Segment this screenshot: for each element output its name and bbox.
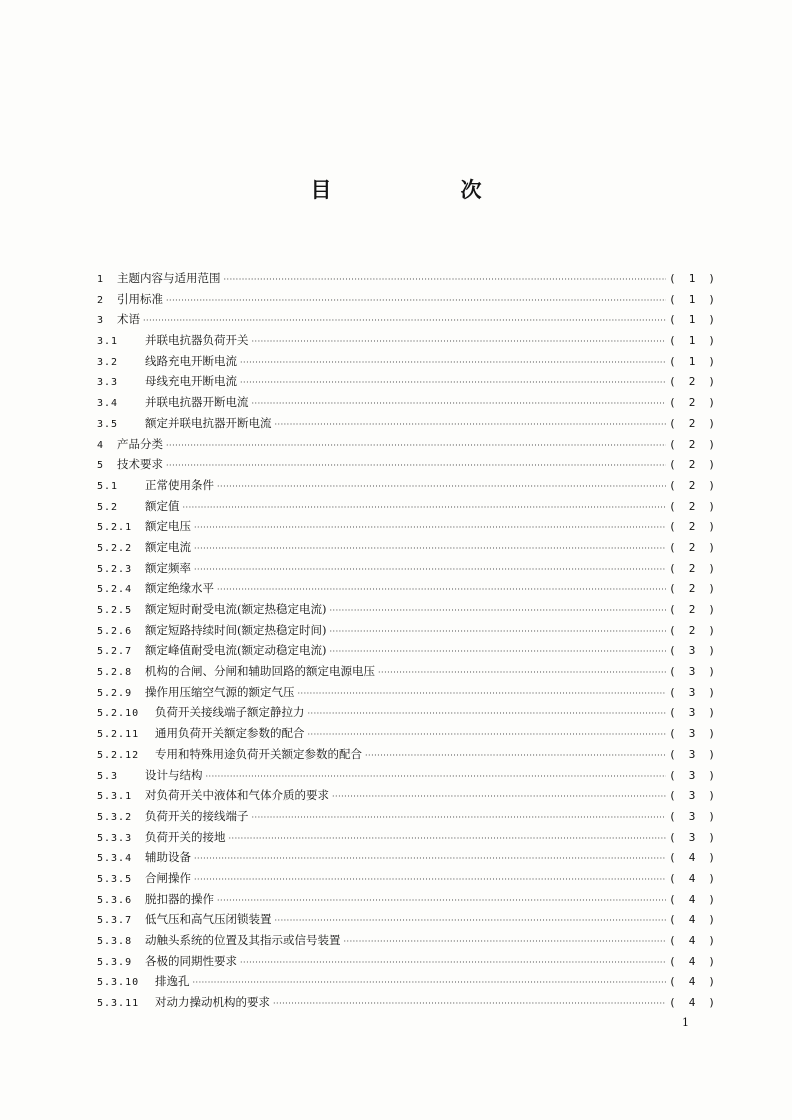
toc-entry-page: ( 2 ) [669, 517, 715, 538]
toc-entry-title: 对负荷开关中液体和气体介质的要求 [145, 788, 329, 803]
toc-entry-number: 5.2.8 [97, 667, 133, 679]
toc-entry-page: ( 2 ) [669, 621, 715, 642]
toc-entry-title: 额定并联电抗器开断电流 [145, 415, 272, 430]
toc-entry-page: ( 2 ) [669, 476, 715, 497]
toc-entry-title: 负荷开关的接地 [145, 829, 226, 844]
toc-entry-title: 额定电压 [145, 519, 191, 534]
toc-entry-title: 排逸孔 [155, 974, 190, 989]
toc-entry [97, 454, 715, 475]
toc-entry-page-value: 4 [688, 975, 696, 989]
toc-entry-title: 额定短时耐受电流(额定热稳定电流) [145, 602, 327, 616]
toc-entry-number: 5.2.9 [97, 687, 133, 699]
toc-entry-number: 5.2.4 [97, 584, 133, 596]
toc-entry-page-value: 3 [688, 685, 696, 699]
toc-entry-page-value: 2 [688, 561, 696, 575]
toc-entry-page: ( 2 ) [669, 600, 715, 621]
toc-entry-page: ( 3 ) [669, 766, 715, 787]
toc-entry [97, 992, 715, 1013]
toc-entry-page: ( 4 ) [669, 869, 715, 890]
toc-entry-number: 5.2.1 [97, 522, 133, 534]
toc-entry-title: 负荷开关的接线端子 [145, 808, 249, 823]
toc-entry-title: 负荷开关接线端子额定静拉力 [155, 705, 305, 720]
toc-entry-title: 线路充电开断电流 [145, 353, 237, 368]
toc-entry-page: ( 3 ) [669, 786, 715, 807]
toc-entry-number: 3.4 [97, 398, 119, 410]
toc-entry [97, 744, 715, 765]
toc-entry [97, 827, 715, 848]
dot-leader [365, 746, 666, 767]
toc-entry [97, 765, 715, 786]
toc-entry-page-value: 2 [688, 458, 696, 472]
toc-entry-number: 3.1 [97, 336, 119, 348]
toc-entry-number: 5.2.10 [97, 708, 140, 720]
toc-entry-number: 5 [97, 460, 105, 472]
toc-entry-page-value: 4 [688, 892, 696, 906]
toc-entry-title: 技术要求 [117, 457, 163, 472]
toc-entry-page-value: 4 [688, 913, 696, 927]
toc-entry-number: 5.2 [97, 501, 119, 513]
toc-entry [97, 909, 715, 930]
toc-entry-page: ( 1 ) [669, 269, 715, 290]
toc-entry-page: ( 4 ) [669, 910, 715, 931]
toc-entry [97, 723, 715, 744]
toc-entry-number: 5.1 [97, 480, 119, 492]
dot-leader [378, 663, 666, 684]
toc-entry [97, 351, 715, 372]
toc-entry-title: 额定短路持续时间(额定热稳定时间) [145, 622, 327, 637]
toc-entry-number: 5.3.11 [97, 998, 140, 1010]
toc-entry-page-value: 1 [688, 272, 696, 285]
toc-entry-page-value: 2 [688, 603, 696, 616]
page-title: 目 次 [310, 178, 536, 202]
toc-entry [97, 537, 715, 558]
toc-entry-title: 并联电抗器负荷开关 [145, 333, 249, 348]
dot-leader [206, 767, 667, 788]
toc-entry-title: 额定值 [145, 498, 180, 513]
dot-leader [273, 994, 666, 1015]
toc-entry [97, 785, 715, 806]
dot-leader [308, 725, 667, 746]
dot-leader [344, 932, 667, 953]
toc-entry [97, 930, 715, 951]
toc-entry-page: ( 2 ) [669, 538, 715, 559]
toc-entry [97, 806, 715, 827]
dot-leader [252, 394, 667, 415]
toc-entry-page-value: 2 [688, 437, 696, 451]
toc-entry [97, 558, 715, 579]
dot-leader [193, 973, 667, 994]
dot-leader [194, 870, 666, 891]
toc-entry-page-value: 4 [688, 996, 696, 1010]
toc-entry-number: 5.2.7 [97, 646, 133, 658]
toc-entry-page: ( 4 ) [669, 952, 715, 973]
toc-entry-number: 5.3.1 [97, 791, 133, 803]
dot-leader [329, 601, 666, 622]
dot-leader [217, 477, 666, 498]
toc-entry-title: 设计与结构 [145, 767, 203, 782]
dot-leader [194, 849, 666, 870]
toc-entry-number: 5.2.11 [97, 729, 140, 741]
toc-entry-page-value: 2 [688, 478, 696, 492]
toc-entry-page-value: 4 [688, 871, 696, 885]
toc-entry-page-value: 1 [688, 334, 696, 348]
toc-entry-number: 5.3.4 [97, 853, 133, 865]
toc-entry-title: 低气压和高气压闭锁装置 [145, 912, 272, 927]
toc-entry-page-value: 3 [688, 809, 696, 823]
toc-entry-page-value: 4 [688, 934, 696, 947]
toc-entry-page: ( 3 ) [669, 828, 715, 849]
toc-entry-page-value: 3 [688, 747, 696, 761]
toc-entry-page: ( 3 ) [669, 641, 715, 662]
toc-entry [97, 971, 715, 992]
toc-entry-title: 额定频率 [145, 560, 191, 575]
toc-entry-title: 额定电流 [145, 539, 191, 554]
toc-entry [97, 516, 715, 537]
toc-entry [97, 475, 715, 496]
toc-entry-number: 5.2.12 [97, 749, 140, 761]
toc-entry-page: ( 4 ) [669, 931, 715, 952]
toc-entry [97, 434, 715, 455]
toc-entry-number: 5.3.3 [97, 832, 133, 844]
dot-leader [275, 911, 667, 932]
toc-entry-number: 5.2.2 [97, 542, 133, 554]
toc-entry-page-value: 4 [688, 851, 696, 865]
toc-entry-number: 4 [97, 439, 105, 451]
toc-entry-page-value: 1 [688, 292, 696, 306]
toc-entry-page-value: 3 [688, 727, 696, 741]
dot-leader [240, 953, 666, 974]
toc-entry-page: ( 4 ) [669, 993, 715, 1014]
toc-entry-page-value: 3 [688, 706, 696, 720]
toc-entry-page-value: 3 [688, 789, 696, 803]
toc-entry-page: ( 2 ) [669, 435, 715, 456]
dot-leader [166, 291, 666, 312]
toc-entry-number: 1 [97, 274, 105, 285]
toc-entry-title: 术语 [117, 312, 140, 327]
dot-leader [332, 787, 666, 808]
toc-entry-number: 3.5 [97, 418, 119, 430]
toc-entry-page: ( 3 ) [669, 724, 715, 745]
dot-leader [252, 808, 667, 829]
toc-entry-title: 额定峰值耐受电流(额定动稳定电流) [145, 643, 327, 658]
toc-entry-page: ( 3 ) [669, 703, 715, 724]
toc-entry-page: ( 1 ) [669, 331, 715, 352]
toc-entry-number: 3 [97, 315, 105, 327]
dot-leader [217, 891, 666, 912]
toc-entry [97, 889, 715, 910]
toc-entry [97, 868, 715, 889]
toc-entry-page: ( 1 ) [669, 352, 715, 373]
toc-entry-title: 操作用压缩空气源的额定气压 [145, 684, 295, 699]
toc-entry-page-value: 2 [688, 499, 696, 513]
toc-entry-page: ( 2 ) [669, 414, 715, 435]
toc-entry-page: ( 2 ) [669, 455, 715, 476]
toc-entry-title: 通用负荷开关额定参数的配合 [155, 726, 305, 741]
dot-leader [194, 539, 666, 560]
toc-entry [97, 496, 715, 517]
toc-entry-title: 对动力操动机构的要求 [155, 995, 270, 1010]
toc-entry-title: 产品分类 [117, 436, 163, 451]
dot-leader [217, 580, 666, 601]
toc-entry [97, 951, 715, 972]
toc-entry-number: 5.3.9 [97, 956, 133, 968]
toc-entry [97, 620, 715, 641]
toc-entry [97, 682, 715, 703]
toc-entry-title: 专用和特殊用途负荷开关额定参数的配合 [155, 746, 362, 761]
toc-entry-title: 并联电抗器开断电流 [145, 395, 249, 410]
toc-entry-page-value: 2 [688, 396, 696, 410]
dot-leader [143, 311, 666, 332]
toc-entry [97, 268, 715, 289]
toc-entry [97, 640, 715, 661]
dot-leader [329, 622, 666, 643]
dot-leader [329, 642, 666, 663]
toc-entry [97, 309, 715, 330]
toc-entry-number: 5.3 [97, 770, 119, 782]
toc-entry-title: 母线充电开断电流 [145, 374, 237, 389]
toc-entry-number: 5.2.5 [97, 605, 133, 616]
toc-entry-number: 3.2 [97, 356, 119, 368]
toc-entry-page-value: 3 [688, 768, 696, 782]
toc-entry-page: ( 2 ) [669, 559, 715, 580]
toc-entry-number: 5.3.2 [97, 811, 133, 823]
toc-entry-page: ( 2 ) [669, 497, 715, 518]
toc-entry-page: ( 3 ) [669, 683, 715, 704]
toc-entry-number: 5.3.5 [97, 873, 133, 885]
toc-entry-number: 5.2.6 [97, 625, 133, 637]
toc-entry [97, 578, 715, 599]
toc-entry-page-value: 3 [688, 644, 696, 658]
toc-entry-title: 正常使用条件 [145, 477, 214, 492]
dot-leader [229, 829, 667, 850]
toc-entry-page: ( 2 ) [669, 579, 715, 600]
dot-leader [308, 704, 667, 725]
toc-entry-page-value: 3 [688, 665, 696, 679]
toc-entry-number: 2 [97, 294, 105, 306]
toc-entry [97, 289, 715, 310]
toc-entry [97, 413, 715, 434]
toc-entry-number: 5.3.7 [97, 915, 133, 927]
toc-entry-page: ( 1 ) [669, 290, 715, 311]
toc-entry-page: ( 2 ) [669, 372, 715, 393]
dot-leader [194, 518, 666, 539]
toc-entry [97, 702, 715, 723]
toc-entry [97, 661, 715, 682]
table-of-contents [97, 268, 715, 1013]
toc-entry-page-value: 2 [688, 582, 696, 596]
dot-leader [240, 373, 666, 394]
toc-entry-page-value: 1 [688, 313, 696, 327]
dot-leader [298, 684, 667, 705]
toc-entry-page-value: 4 [688, 954, 696, 968]
toc-entry-number: 5.3.8 [97, 936, 133, 947]
toc-entry-page: ( 1 ) [669, 310, 715, 331]
toc-entry-title: 辅助设备 [145, 850, 191, 865]
toc-entry-page-value: 2 [688, 375, 696, 389]
toc-entry-title: 各极的同期性要求 [145, 953, 237, 968]
dot-leader [240, 353, 666, 374]
dot-leader [166, 456, 666, 477]
toc-entry-page: ( 4 ) [669, 890, 715, 911]
toc-entry [97, 392, 715, 413]
toc-entry-title: 合闸操作 [145, 870, 191, 885]
toc-entry-title: 动触头系统的位置及其指示或信号装置 [145, 933, 341, 947]
toc-entry-number: 3.3 [97, 377, 119, 389]
toc-entry-page: ( 4 ) [669, 848, 715, 869]
dot-leader [275, 415, 667, 436]
dot-leader [252, 332, 667, 353]
toc-entry-title: 主题内容与适用范围 [117, 271, 221, 285]
toc-entry-number: 5.2.3 [97, 563, 133, 575]
toc-entry [97, 847, 715, 868]
toc-entry-page-value: 2 [688, 520, 696, 534]
toc-entry [97, 371, 715, 392]
toc-entry-page: ( 3 ) [669, 662, 715, 683]
toc-entry-page: ( 4 ) [669, 972, 715, 993]
dot-leader [194, 560, 666, 581]
toc-entry-page-value: 3 [688, 830, 696, 844]
dot-leader [224, 270, 667, 291]
toc-entry-page-value: 2 [688, 416, 696, 430]
page-number: 1 [682, 1016, 689, 1029]
toc-entry-page-value: 2 [688, 540, 696, 554]
toc-entry-page-value: 2 [688, 623, 696, 637]
toc-entry-title: 脱扣器的操作 [145, 891, 214, 906]
toc-entry-title: 引用标准 [117, 291, 163, 306]
dot-leader [183, 498, 667, 519]
toc-entry-number: 5.3.10 [97, 977, 140, 989]
dot-leader [166, 436, 666, 457]
toc-entry-title: 机构的合闸、分闸和辅助回路的额定电源电压 [145, 664, 375, 679]
toc-entry-title: 额定绝缘水平 [145, 581, 214, 596]
toc-entry-page-value: 1 [688, 354, 696, 368]
toc-entry-page: ( 3 ) [669, 807, 715, 828]
toc-entry-number: 5.3.6 [97, 894, 133, 906]
toc-entry [97, 330, 715, 351]
toc-entry-page: ( 3 ) [669, 745, 715, 766]
toc-entry [97, 599, 715, 620]
toc-entry-page: ( 2 ) [669, 393, 715, 414]
